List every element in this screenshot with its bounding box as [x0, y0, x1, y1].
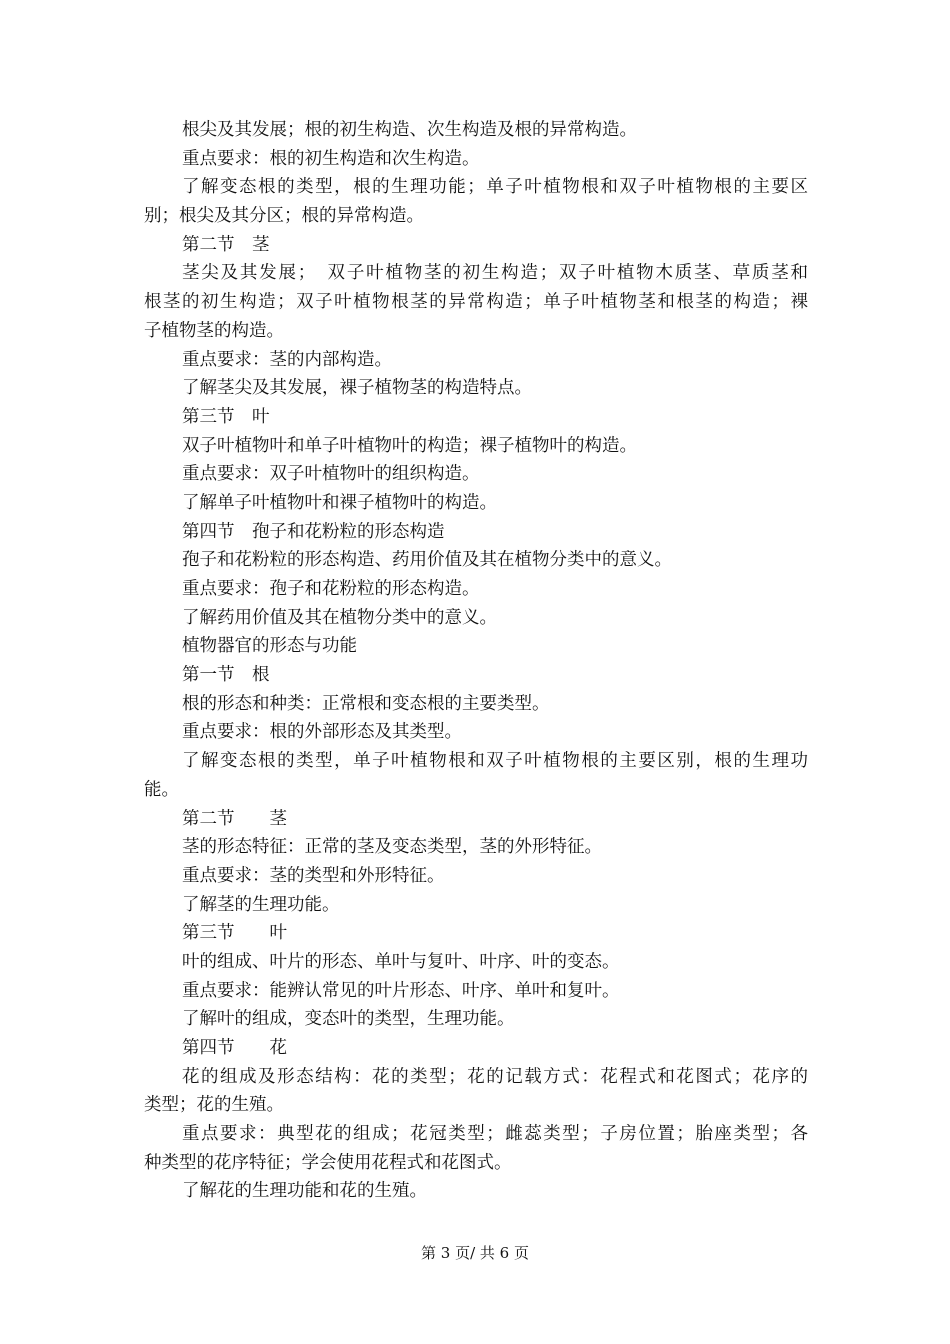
- text-line: 种类型的花序特征；学会使用花程式和花图式。: [144, 1152, 512, 1173]
- text-line: 根的形态和种类：正常根和变态根的主要类型。: [182, 693, 550, 714]
- text-line: 类型；花的生殖。: [144, 1095, 284, 1116]
- text-line: 重点要求：茎的类型和外形特征。: [182, 865, 445, 886]
- text-line: 孢子和花粉粒的形态构造、药用价值及其在植物分类中的意义。: [182, 550, 672, 571]
- text-line: 重点要求：根的外部形态及其类型。: [182, 722, 462, 743]
- section-heading: 第三节 叶: [182, 923, 287, 944]
- section-heading: 第四节 孢子和花粉粒的形态构造: [182, 521, 445, 542]
- text-line: 重点要求：双子叶植物叶的组织构造。: [182, 464, 480, 485]
- text-line: 双子叶植物叶和单子叶植物叶的构造；裸子植物叶的构造。: [182, 435, 637, 456]
- text-line: 根茎的初生构造；双子叶植物根茎的异常构造；单子叶植物茎和根茎的构造；裸: [144, 292, 808, 313]
- text-line: 重点要求：茎的内部构造。: [182, 349, 392, 370]
- text-line: 了解变态根的类型，单子叶植物根和双子叶植物根的主要区别，根的生理功: [182, 751, 808, 772]
- text-line: 叶的组成、叶片的形态、单叶与复叶、叶序、叶的变态。: [182, 951, 620, 972]
- section-heading: 第三节 叶: [182, 406, 270, 427]
- text-line: 茎尖及其发展； 双子叶植物茎的初生构造；双子叶植物木质茎、草质茎和: [182, 263, 808, 284]
- text-line: 了解花的生理功能和花的生殖。: [182, 1181, 427, 1202]
- text-line: 茎的形态特征：正常的茎及变态类型，茎的外形特征。: [182, 837, 602, 858]
- page-number-footer: 第 3 页/ 共 6 页: [421, 1244, 529, 1262]
- text-line: 了解变态根的类型，根的生理功能；单子叶植物根和双子叶植物根的主要区: [182, 177, 808, 198]
- section-heading: 第二节 茎: [182, 234, 270, 255]
- text-line: 了解茎的生理功能。: [182, 894, 340, 915]
- text-line: 重点要求：孢子和花粉粒的形态构造。: [182, 579, 480, 599]
- text-line: 重点要求：能辨认常见的叶片形态、叶序、单叶和复叶。: [182, 980, 620, 1001]
- text-line: 了解药用价值及其在植物分类中的意义。: [182, 607, 497, 628]
- text-line: 子植物茎的构造。: [144, 320, 284, 341]
- section-heading: 第四节 花: [182, 1038, 287, 1058]
- text-line: 了解叶的组成，变态叶的类型，生理功能。: [182, 1009, 515, 1030]
- text-line: 能。: [144, 779, 179, 800]
- text-line: 别；根尖及其分区；根的异常构造。: [144, 206, 424, 227]
- text-line: 重点要求：根的初生构造和次生构造。: [182, 148, 480, 169]
- section-heading: 第二节 茎: [182, 808, 287, 829]
- chapter-heading: 植物器官的形态与功能: [182, 636, 357, 657]
- body-text: [144, 116, 808, 1206]
- section-heading: 第一节 根: [182, 665, 270, 686]
- text-line: 花的组成及形态结构：花的类型；花的记载方式：花程式和花图式；花序的: [182, 1066, 808, 1087]
- text-line: 重点要求：典型花的组成；花冠类型；雌蕊类型；子房位置；胎座类型；各: [182, 1124, 808, 1145]
- text-line: 了解茎尖及其发展，裸子植物茎的构造特点。: [182, 378, 532, 399]
- text-line: 了解单子叶植物叶和裸子植物叶的构造。: [182, 492, 497, 513]
- text-line: 根尖及其发展；根的初生构造、次生构造及根的异常构造。: [182, 120, 637, 140]
